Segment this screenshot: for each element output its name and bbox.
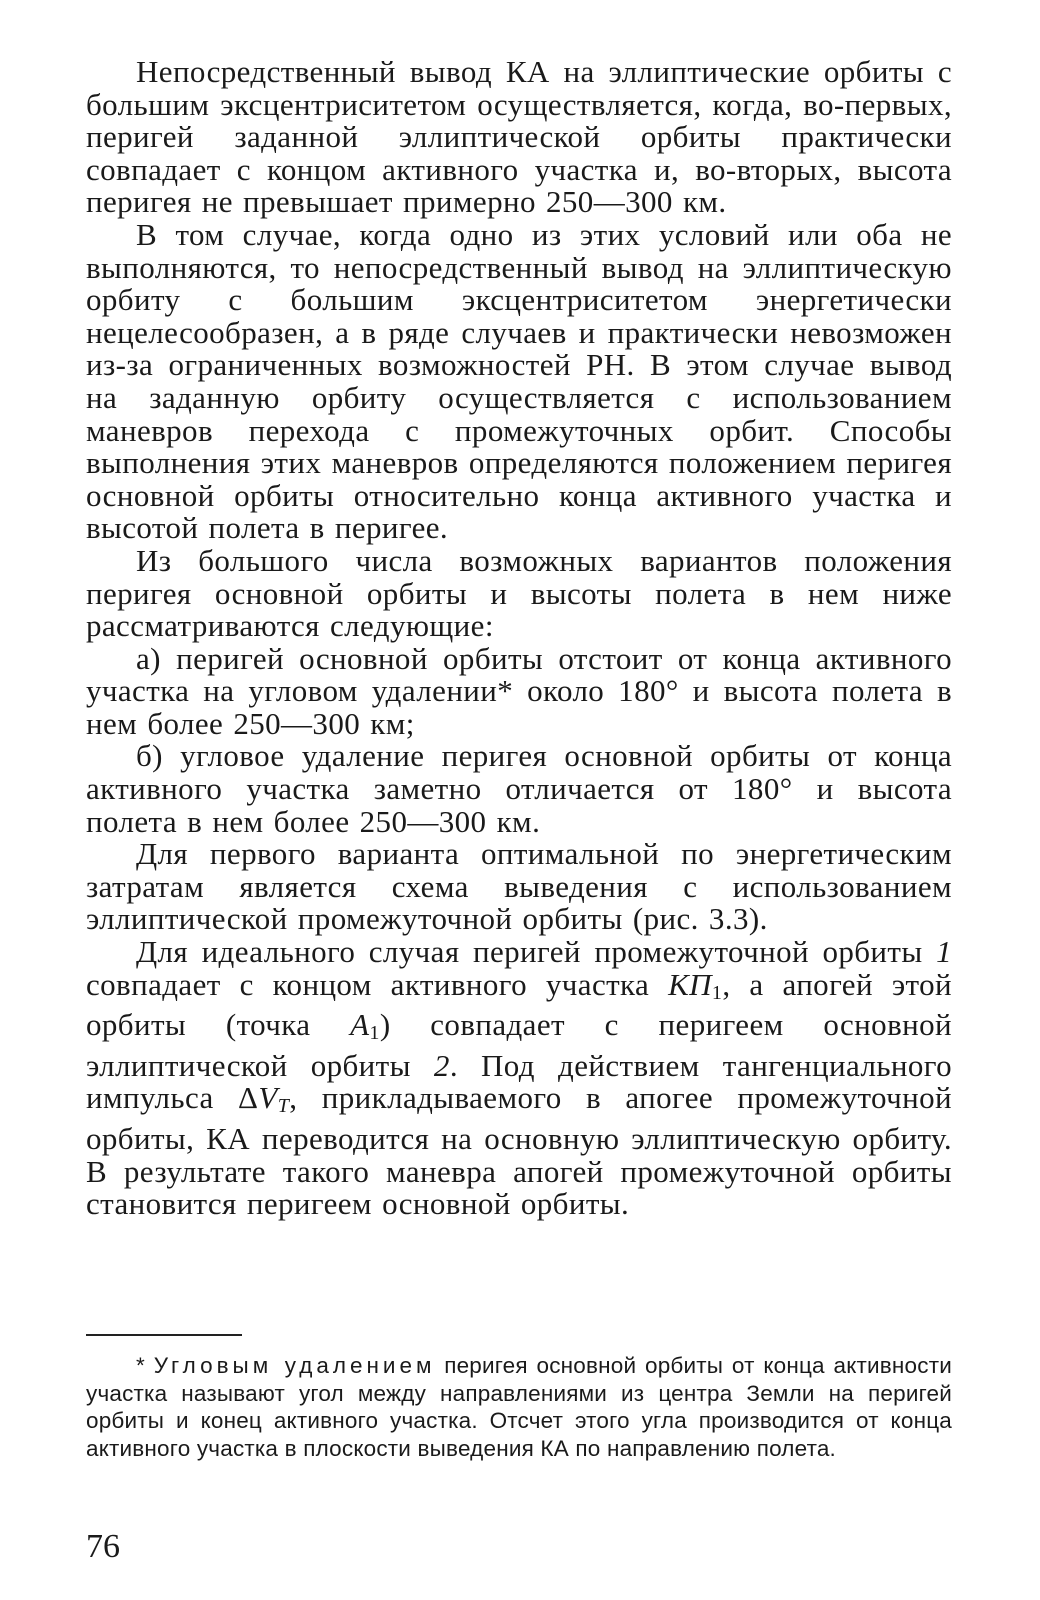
page-number: 76 [86, 1528, 120, 1565]
kp-symbol: КП [668, 966, 712, 1002]
paragraph-1: Непосредственный вывод КА на эллиптические орбиты с большим эксцентриситетом осуществляется, когда, во-первых, перигей заданной эллиптической орбиты практически совпадает с концом активного участка и, во-вторых, высота перигея не превышает примерно 250—300 км. [86, 54, 952, 220]
p5-text-c: , а апогей этой орбиты (точка [86, 966, 952, 1043]
footnote-marker: * [136, 1353, 154, 1378]
orbit-1-label: 1 [936, 934, 952, 970]
paragraph-4: Для первого варианта оптимальной по энергетическим затратам является схема выведения с использованием эллиптической промежуточной орбиты (рис. 3.3). [86, 836, 952, 937]
a1-symbol: А [350, 1007, 370, 1043]
a1-subscript: 1 [369, 1022, 380, 1045]
main-text [86, 56, 952, 1221]
footnote-term: Угловым удалением [153, 1353, 436, 1378]
footnote [86, 1352, 952, 1462]
p5-text-a: Для идеального случая перигей промежуточной орбиты [136, 934, 937, 970]
footnote-divider [86, 1334, 242, 1336]
paragraph-3: Из большого числа возможных вариантов положения перигея основной орбиты и высоты полета в нем ниже рассматриваются следующие: [86, 542, 952, 644]
paragraph-2: В том случае, когда одно из этих условий или оба не выполняются, то непосредственный вывод на эллиптическую орбиту с большим эксцентриситетом энергетически нецелесообразен, а в ряде случаев и практически невозможен из-за ограниченных возможностей РН. В этом случае вывод на заданную орбиту осуществляется с использованием маневров перехода с промежуточных орбит. Способы выполнения этих маневров определяются положением перигея основной орбиты относительно конца активного участка и высотой полета в перигее. [86, 216, 952, 546]
footnote-text [86, 1352, 952, 1462]
v-subscript: T [277, 1095, 290, 1118]
p5-text-b: совпадает с концом активного участка [86, 966, 669, 1002]
v-symbol: V [258, 1080, 278, 1116]
kp-subscript: 1 [711, 981, 723, 1004]
list-item-a: а) перигей основной орбиты отстоит от конца активного участка на угловом удалении* около 180° и высота полета в нем более 250—300 км; [86, 640, 952, 741]
paragraph-5 [86, 936, 952, 1221]
p5-text-f: , прикладываемого в апогее промежуточной орбиты, КА переводится на основную эллиптическую орбиту. В результате такого маневра апогей промежуточной орбиты становится перигеем основной орбиты. [86, 1080, 952, 1222]
p5-text-d: ) совпадает с перигеем основной эллиптической орбиты [86, 1007, 952, 1083]
list-item-b: б) угловое удаление перигея основной орбиты от конца активного участка заметно отличается от 180° и высота полета в нем более 250—300 км. [86, 738, 952, 839]
p5-text-e: . Под действием тангенциального импульса Δ [86, 1047, 952, 1116]
orbit-2-label: 2 [433, 1047, 450, 1083]
footnote-body: перигея основной орбиты от конца активности участка называют угол между направлениями из центра Земли на перигей орбиты и конец активного участка. Отсчет этого угла производится от конца активного участка в плоскости выведения КА по направлению полета. [86, 1353, 952, 1461]
